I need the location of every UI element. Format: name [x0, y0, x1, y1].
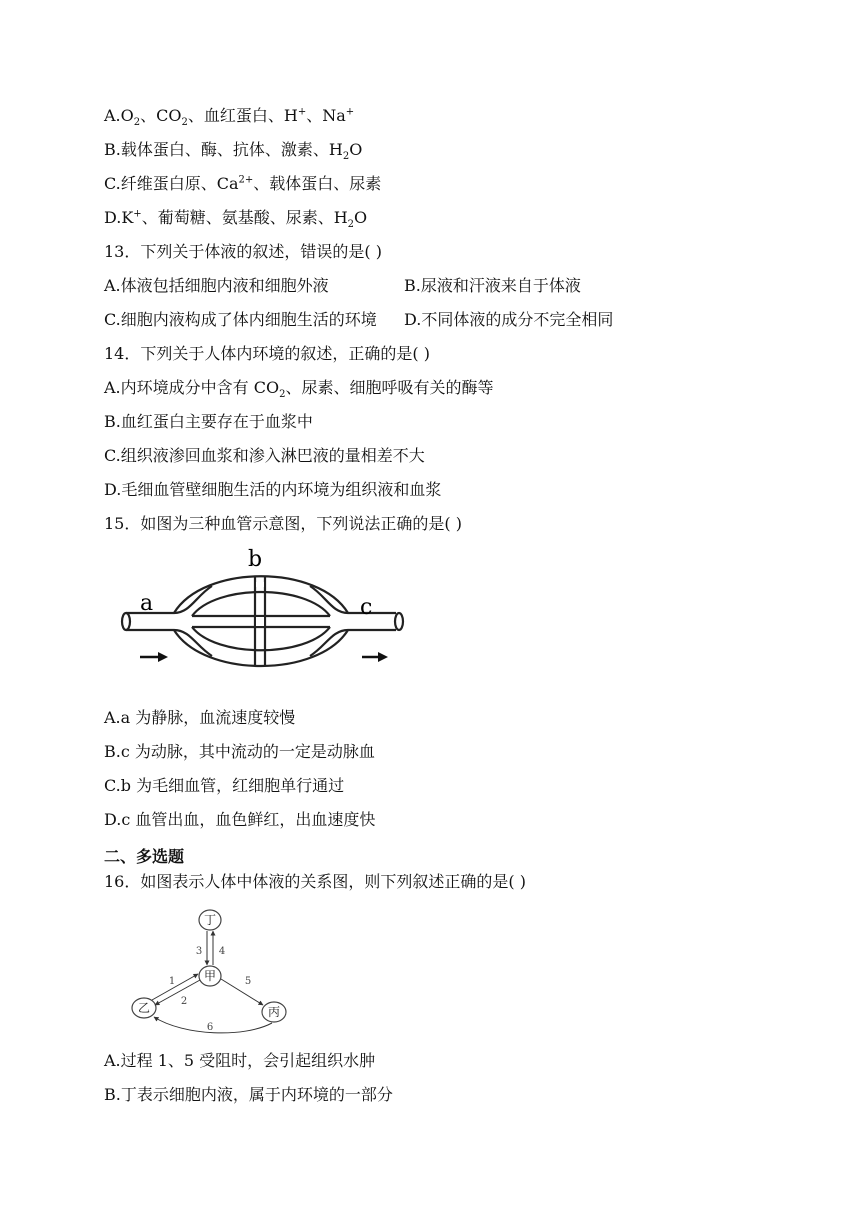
svg-text:甲: 甲 [203, 969, 217, 983]
q14-stem: 14．下列关于人体内环境的叙述，正确的是( ) [104, 344, 430, 363]
label-b: b [248, 547, 263, 572]
q16-stem: 16．如图表示人体中体液的关系图，则下列叙述正确的是( ) [104, 872, 526, 891]
label-c: c [360, 595, 373, 620]
q13-option-a: A.体液包括细胞内液和细胞外液 [104, 276, 329, 295]
q13-stem: 13．下列关于体液的叙述，错误的是( ) [104, 242, 382, 261]
q13-option-c: C.细胞内液构成了体内细胞生活的环境 [104, 310, 377, 329]
q16-option-b: B.丁表示细胞内液，属于内环境的一部分 [104, 1085, 393, 1104]
q15-option-a: A.a 为静脉，血流速度较慢 [104, 708, 296, 727]
q13-options-row1 [104, 275, 754, 297]
q14-option-a: A.内环境成分中含有 $CO_2$、尿素、细胞呼吸有关的酶等 [104, 378, 494, 401]
q15-option-d: D.c 血管出血，血色鲜红，出血速度快 [104, 810, 376, 829]
svg-text:丙: 丙 [267, 1005, 281, 1019]
svg-text:4: 4 [218, 946, 226, 957]
q12-option-a: $A.O_2$、$CO_2$、血红蛋白、H+、Na+ [104, 106, 355, 129]
q13-options-row2 [104, 309, 754, 331]
q15-option-c: C.b 为毛细血管，红细胞单行通过 [104, 776, 345, 795]
flow-arrow-left-icon [140, 652, 168, 662]
q16-option-a: A.过程 1、5 受阻时，会引起组织水肿 [104, 1051, 376, 1070]
svg-text:丁: 丁 [203, 913, 217, 927]
q14-option-d: D.毛细血管壁细胞生活的内环境为组织液和血浆 [104, 480, 442, 499]
body-fluid-relationship-diagram [124, 904, 294, 1034]
q14-option-b: B.血红蛋白主要存在于血浆中 [104, 412, 313, 431]
q15-stem: 15．如图为三种血管示意图，下列说法正确的是( ) [104, 514, 462, 533]
svg-text:1: 1 [168, 976, 176, 987]
svg-text:3: 3 [195, 946, 203, 957]
svg-text:5: 5 [244, 976, 252, 987]
blood-vessel-diagram [112, 542, 412, 676]
section-heading-multiple-choice: 二、多选题 [104, 847, 185, 866]
q14-option-c: C.组织液渗回血浆和渗入淋巴液的量相差不大 [104, 446, 425, 465]
flow-arrow-right-icon [362, 652, 388, 662]
q13-option-b: B.尿液和汗液来自于体液 [404, 276, 581, 295]
q13-option-d: D.不同体液的成分不完全相同 [404, 310, 614, 329]
svg-text:2: 2 [180, 996, 188, 1007]
q12-option-d: D.K+、葡萄糖、氨基酸、尿素、$H_2O$ [104, 208, 368, 231]
q12-option-b: B.载体蛋白、酶、抗体、激素、$H_2O$ [104, 140, 363, 163]
label-a: a [140, 591, 154, 616]
svg-text:乙: 乙 [137, 1001, 151, 1015]
svg-text:6: 6 [206, 1022, 214, 1033]
q15-option-b: B.c 为动脉，其中流动的一定是动脉血 [104, 742, 375, 761]
q12-option-c: C.纤维蛋白原、$Ca^{2+}$、载体蛋白、尿素 [104, 174, 382, 193]
